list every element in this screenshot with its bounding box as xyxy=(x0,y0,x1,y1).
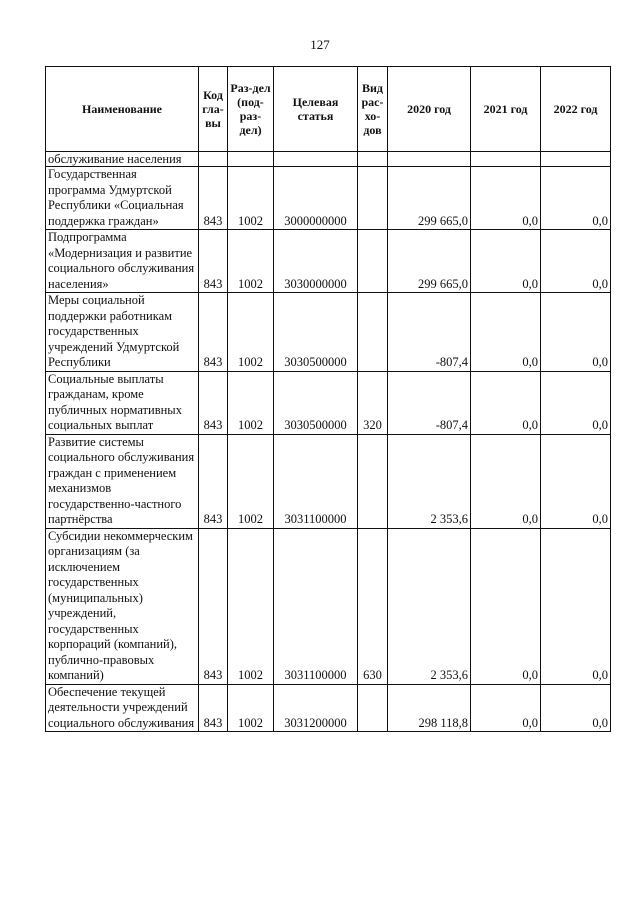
row-code xyxy=(199,152,228,167)
row-name: Обеспечение текущей деятельности учреждений социального обслуживания xyxy=(46,684,199,732)
row-code: 843 xyxy=(199,684,228,732)
row-name: Государственная программа Удмуртской Республики «Социальная поддержка граждан» xyxy=(46,167,199,230)
row-2020: 299 665,0 xyxy=(388,230,471,293)
budget-table xyxy=(45,66,611,732)
header-2021: 2021 год xyxy=(471,67,541,152)
header-expense: Вид рас-хо-дов xyxy=(358,67,388,152)
table-row xyxy=(46,528,611,684)
table-row xyxy=(46,684,611,732)
row-2020: 299 665,0 xyxy=(388,167,471,230)
header-name: Наименование xyxy=(46,67,199,152)
row-name: Социальные выплаты гражданам, кроме публичных нормативных социальных выплат xyxy=(46,371,199,434)
row-target xyxy=(274,152,358,167)
row-expense xyxy=(358,684,388,732)
row-2021 xyxy=(471,152,541,167)
row-expense xyxy=(358,434,388,528)
header-section: Раз-дел (под-раз-дел) xyxy=(228,67,274,152)
row-2021: 0,0 xyxy=(471,528,541,684)
row-2021: 0,0 xyxy=(471,293,541,372)
table-row xyxy=(46,152,611,167)
row-section: 1002 xyxy=(228,167,274,230)
row-expense: 320 xyxy=(358,371,388,434)
row-code: 843 xyxy=(199,434,228,528)
row-name: Подпрограмма «Модернизация и развитие социального обслуживания населения» xyxy=(46,230,199,293)
row-2022: 0,0 xyxy=(541,167,611,230)
row-code: 843 xyxy=(199,230,228,293)
table-row xyxy=(46,230,611,293)
row-2020: -807,4 xyxy=(388,293,471,372)
row-2020: 2 353,6 xyxy=(388,528,471,684)
row-target: 3031200000 xyxy=(274,684,358,732)
row-2020: -807,4 xyxy=(388,371,471,434)
row-2022: 0,0 xyxy=(541,528,611,684)
row-section: 1002 xyxy=(228,528,274,684)
row-2020 xyxy=(388,152,471,167)
page-number: 127 xyxy=(310,37,330,52)
header-2022: 2022 год xyxy=(541,67,611,152)
row-target: 3031100000 xyxy=(274,528,358,684)
row-2020: 2 353,6 xyxy=(388,434,471,528)
row-2022: 0,0 xyxy=(541,434,611,528)
row-target: 3031100000 xyxy=(274,434,358,528)
header-code: Код гла-вы xyxy=(199,67,228,152)
row-code: 843 xyxy=(199,167,228,230)
row-2020: 298 118,8 xyxy=(388,684,471,732)
row-2022 xyxy=(541,152,611,167)
row-name: Развитие системы социального обслуживания граждан с применением механизмов государственно-частного партнёрства xyxy=(46,434,199,528)
row-expense xyxy=(358,152,388,167)
table-row xyxy=(46,434,611,528)
row-2021: 0,0 xyxy=(471,230,541,293)
row-code: 843 xyxy=(199,528,228,684)
row-section: 1002 xyxy=(228,434,274,528)
row-section: 1002 xyxy=(228,371,274,434)
row-expense xyxy=(358,293,388,372)
row-section: 1002 xyxy=(228,684,274,732)
row-target: 3000000000 xyxy=(274,167,358,230)
table-row xyxy=(46,293,611,372)
row-section xyxy=(228,152,274,167)
row-expense xyxy=(358,230,388,293)
row-name: Меры социальной поддержки работникам государственных учреждений Удмуртской Республики xyxy=(46,293,199,372)
row-2021: 0,0 xyxy=(471,684,541,732)
row-expense xyxy=(358,167,388,230)
table-header-row xyxy=(46,67,611,152)
row-2021: 0,0 xyxy=(471,371,541,434)
row-section: 1002 xyxy=(228,230,274,293)
row-section: 1002 xyxy=(228,293,274,372)
row-2021: 0,0 xyxy=(471,434,541,528)
row-code: 843 xyxy=(199,293,228,372)
row-2022: 0,0 xyxy=(541,230,611,293)
row-2022: 0,0 xyxy=(541,371,611,434)
row-name: обслуживание населения xyxy=(46,152,199,167)
row-target: 3030000000 xyxy=(274,230,358,293)
row-target: 3030500000 xyxy=(274,293,358,372)
row-name: Субсидии некоммерческим организациям (за исключением государственных (муниципальных) учреждений, государственных корпораций (компаний), публично-правовых компаний) xyxy=(46,528,199,684)
row-expense: 630 xyxy=(358,528,388,684)
row-code: 843 xyxy=(199,371,228,434)
header-2020: 2020 год xyxy=(388,67,471,152)
table-row xyxy=(46,167,611,230)
row-target: 3030500000 xyxy=(274,371,358,434)
header-target: Целевая статья xyxy=(274,67,358,152)
row-2022: 0,0 xyxy=(541,293,611,372)
row-2022: 0,0 xyxy=(541,684,611,732)
row-2021: 0,0 xyxy=(471,167,541,230)
table-row xyxy=(46,371,611,434)
